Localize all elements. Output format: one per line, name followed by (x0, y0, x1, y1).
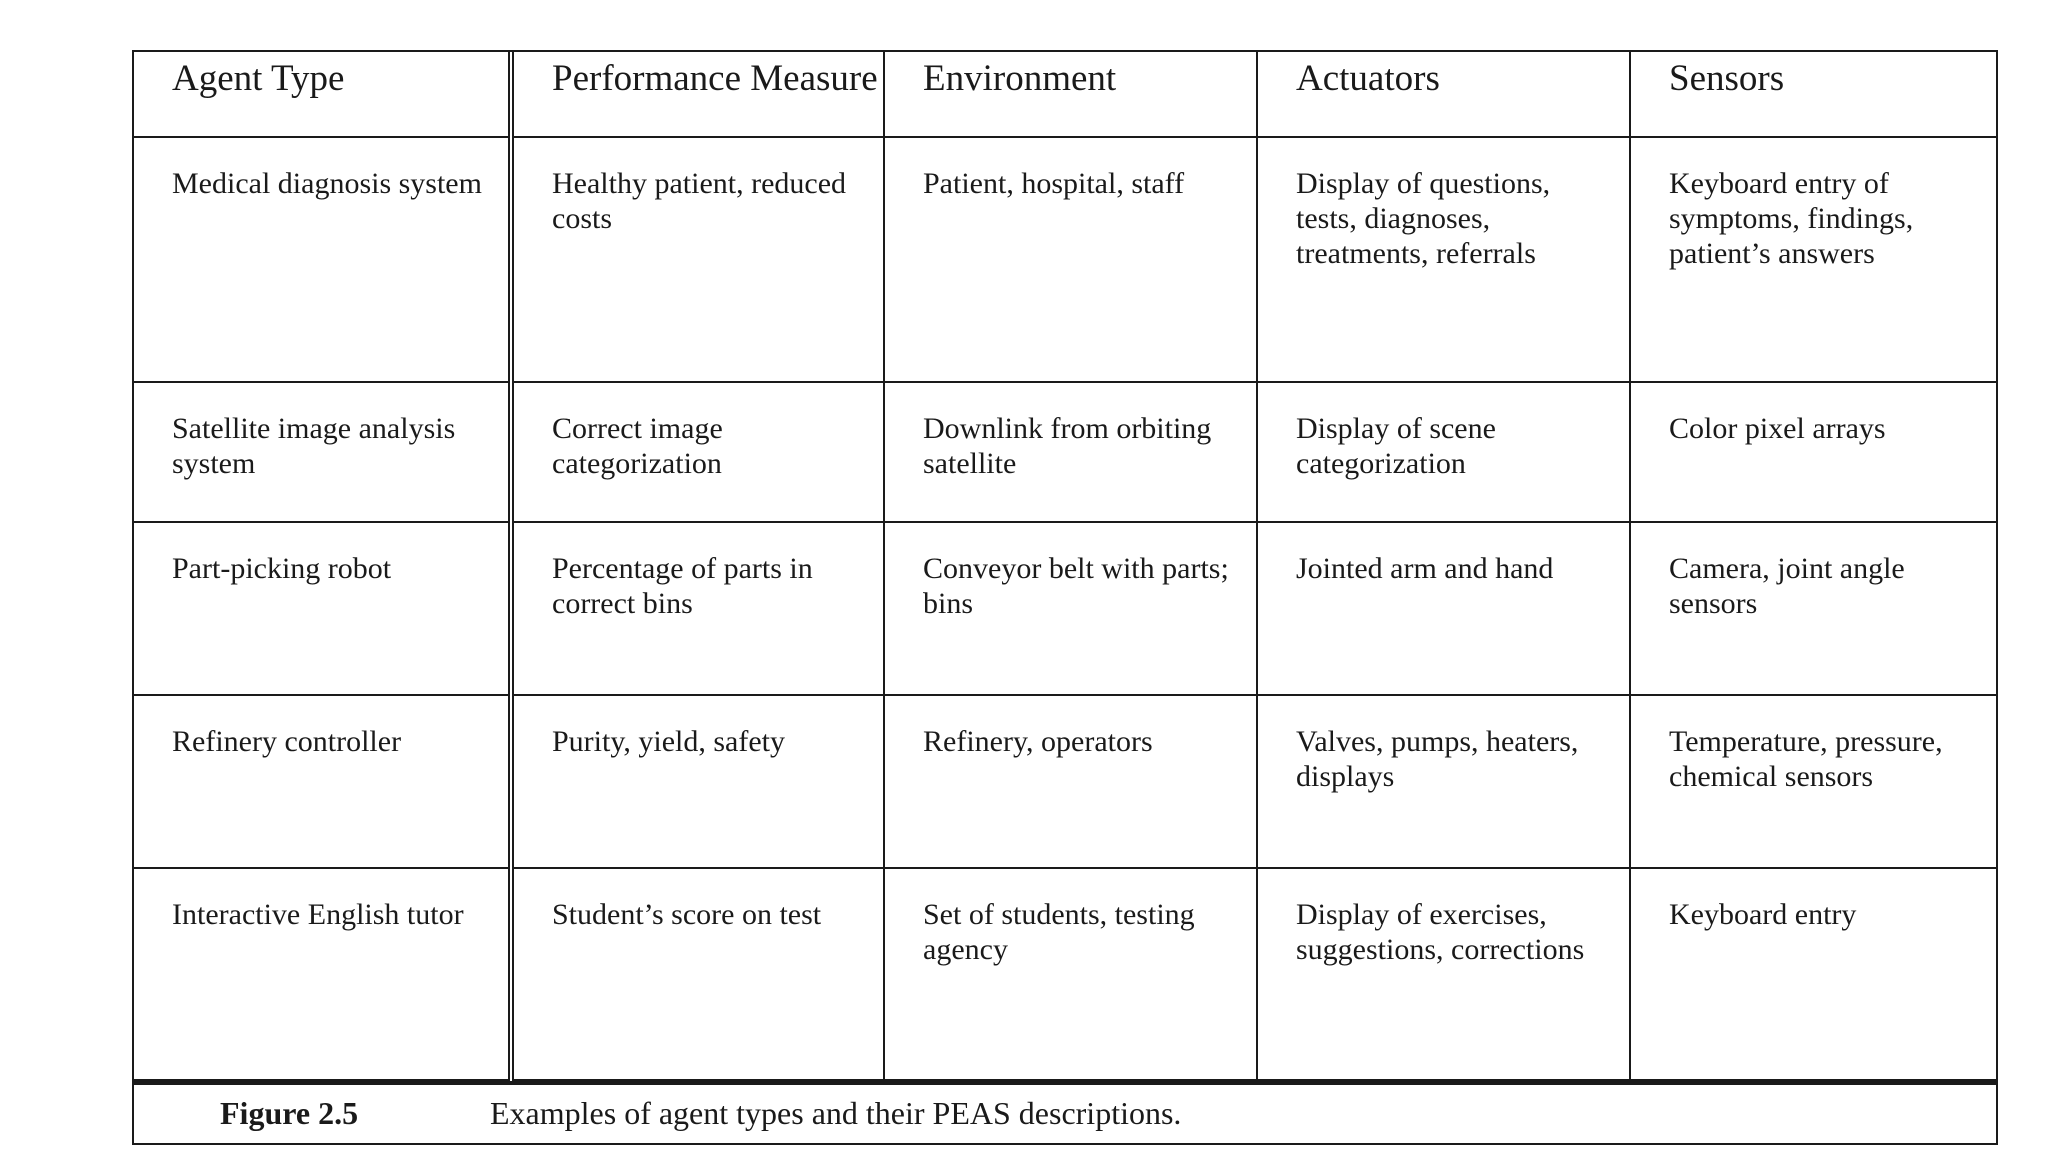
cell-performance-measure: Percentage of parts in correct bins (511, 522, 884, 695)
cell-agent-type: Refinery controller (134, 695, 511, 868)
header-performance-measure: Performance Measure (511, 52, 884, 137)
figure-caption (134, 1081, 1996, 1141)
cell-actuators: Display of questions, tests, diagnoses, treatments, referrals (1257, 137, 1630, 382)
cell-agent-type: Satellite image analysis system (134, 382, 511, 522)
cell-agent-type: Part-picking robot (134, 522, 511, 695)
cell-actuators: Jointed arm and hand (1257, 522, 1630, 695)
cell-actuators: Display of exercises, suggestions, corrections (1257, 868, 1630, 1080)
cell-sensors: Color pixel arrays (1630, 382, 1996, 522)
figure-caption-text: Examples of agent types and their PEAS descriptions. (490, 1094, 1182, 1131)
header-sensors: Sensors (1630, 52, 1996, 137)
cell-agent-type: Medical diagnosis system (134, 137, 511, 382)
table-row (134, 522, 1996, 695)
cell-performance-measure: Student’s score on test (511, 868, 884, 1080)
cell-performance-measure: Healthy patient, reduced costs (511, 137, 884, 382)
header-actuators: Actuators (1257, 52, 1630, 137)
header-row (134, 52, 1996, 137)
cell-agent-type: Interactive English tutor (134, 868, 511, 1080)
cell-performance-measure: Purity, yield, safety (511, 695, 884, 868)
table-row (134, 137, 1996, 382)
table-row (134, 382, 1996, 522)
cell-actuators: Display of scene categorization (1257, 382, 1630, 522)
table-row (134, 695, 1996, 868)
cell-environment: Downlink from orbiting satellite (884, 382, 1257, 522)
peas-figure (132, 50, 1998, 1145)
cell-sensors: Keyboard entry of symptoms, findings, patient’s answers (1630, 137, 1996, 382)
cell-performance-measure: Correct image categorization (511, 382, 884, 522)
figure-label: Figure 2.5 (220, 1094, 359, 1131)
cell-actuators: Valves, pumps, heaters, displays (1257, 695, 1630, 868)
cell-sensors: Keyboard entry (1630, 868, 1996, 1080)
cell-sensors: Camera, joint angle sensors (1630, 522, 1996, 695)
peas-table (134, 52, 1996, 1081)
header-agent-type: Agent Type (134, 52, 511, 137)
header-environment: Environment (884, 52, 1257, 137)
cell-environment: Set of students, testing agency (884, 868, 1257, 1080)
cell-environment: Patient, hospital, staff (884, 137, 1257, 382)
cell-sensors: Temperature, pressure, chemical sensors (1630, 695, 1996, 868)
cell-environment: Refinery, operators (884, 695, 1257, 868)
cell-environment: Conveyor belt with parts; bins (884, 522, 1257, 695)
table-row (134, 868, 1996, 1080)
